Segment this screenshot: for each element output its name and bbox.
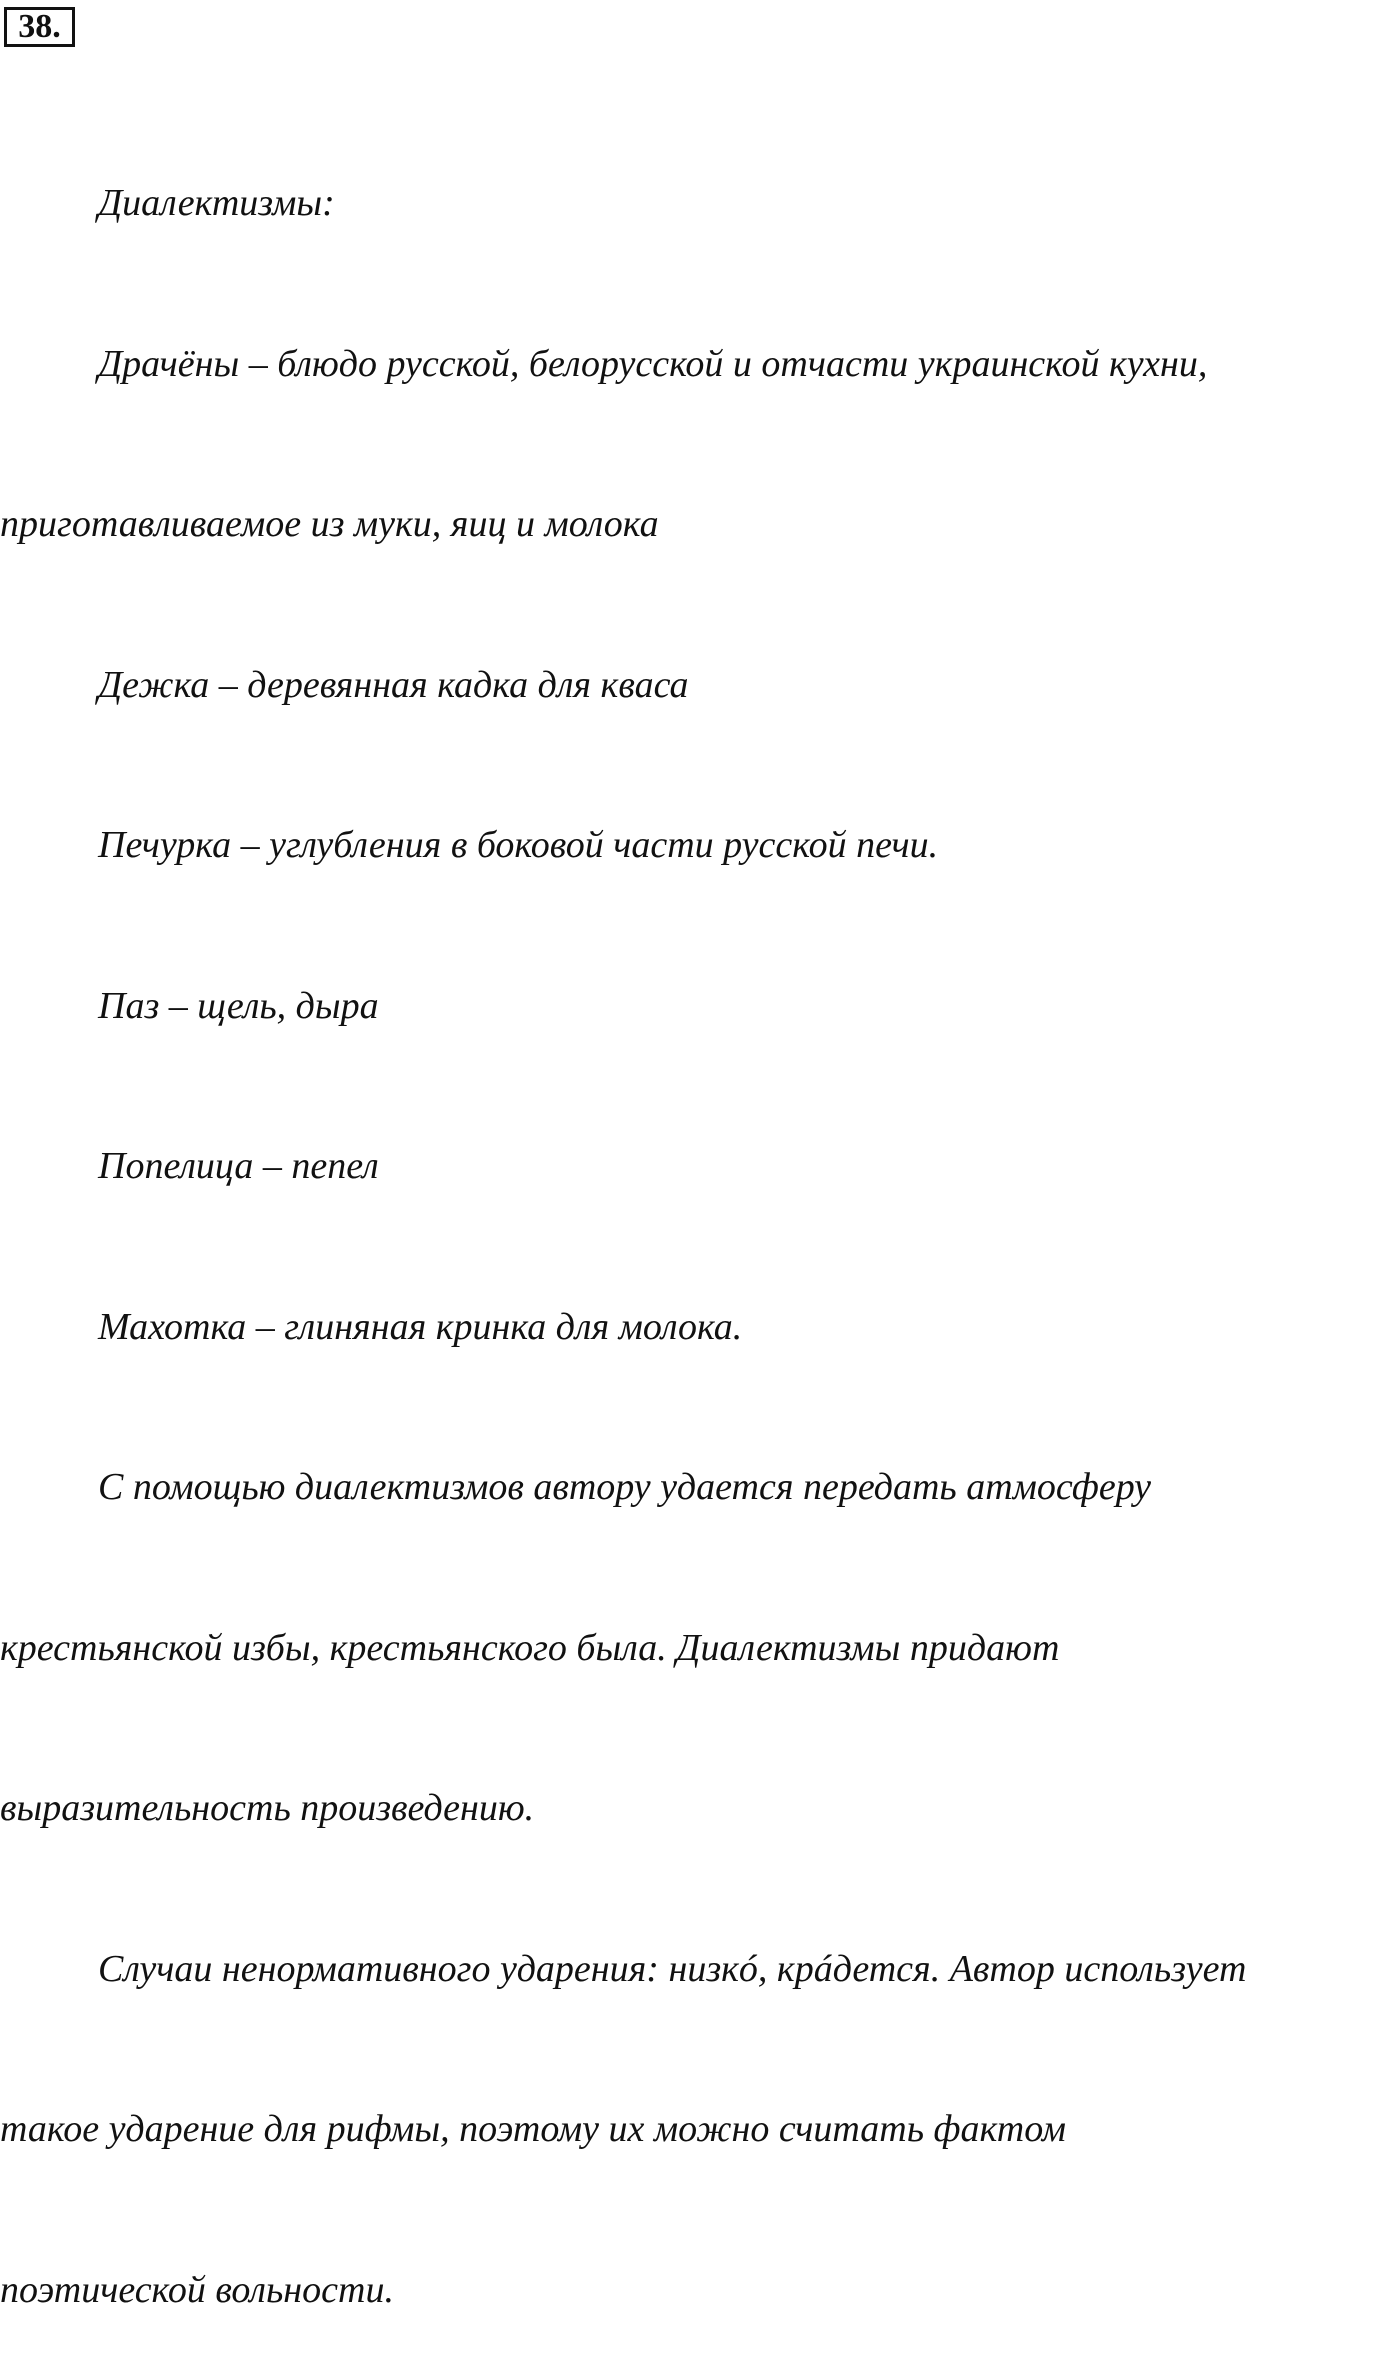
paragraph-dialectisms-purpose-cont2: выразительность произведению.	[0, 1787, 535, 1829]
paragraph-stress-cases: Случаи ненормативного ударения: низкó, крáдется. Автор использует	[98, 1947, 1247, 1990]
definition-drachyony-cont: приготавливаемое из муки, яиц и молока	[0, 503, 659, 545]
heading-dialectisms: Диалектизмы:	[98, 182, 335, 224]
definition-paz: Паз – щель, дыра	[98, 984, 379, 1027]
definition-drachyony: Драчёны – блюдо русской, белорусской и отчасти украинской кухни,	[98, 342, 1208, 385]
definition-popelitsa: Попелица – пепел	[98, 1145, 379, 1187]
paragraph-stress-cases-cont2: поэтической вольности.	[0, 2268, 394, 2311]
paragraph-dialectisms-purpose-cont1: крестьянской избы, крестьянского была. Диалектизмы придают	[0, 1626, 1060, 1669]
exercise-number: 38.	[4, 7, 75, 47]
document-body	[0, 70, 1400, 2371]
definition-makhotka: Махотка – глиняная кринка для молока.	[98, 1305, 743, 1348]
definition-dezhka: Дежка – деревянная кадка для кваса	[98, 663, 689, 706]
paragraph-stress-cases-cont1: такое ударение для рифмы, поэтому их можно считать фактом	[0, 2108, 1067, 2150]
paragraph-dialectisms-purpose: С помощью диалектизмов автору удается передать атмосферу	[98, 1466, 1152, 1508]
definition-pechurka: Печурка – углубления в боковой части русской печи.	[98, 824, 939, 866]
